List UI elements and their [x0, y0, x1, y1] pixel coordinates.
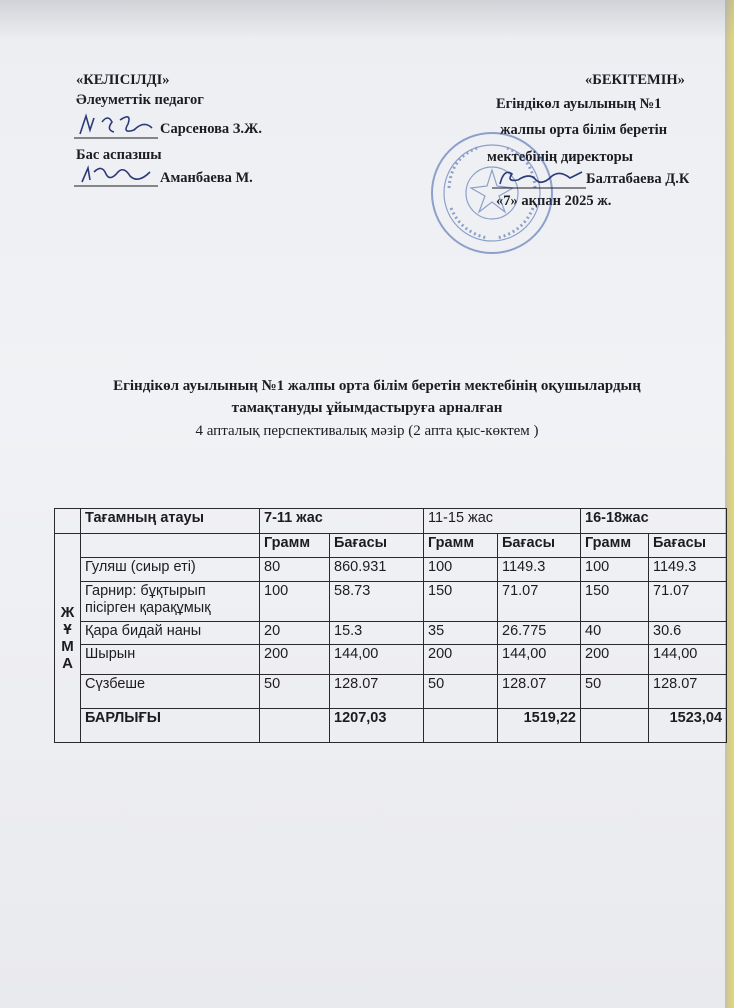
approval-right-line2: жалпы орта білім беретін [500, 122, 668, 138]
total-11-15: 1519,22 [498, 709, 581, 743]
approval-left-role2: Бас аспазшы [76, 147, 162, 163]
gram-value: 150 [424, 582, 498, 622]
gram-value: 35 [424, 622, 498, 645]
paper-edge [725, 0, 734, 1008]
price-value: 144,00 [498, 645, 581, 675]
approval-right-line3: мектебінің директоры [487, 149, 633, 165]
price-value: 128.07 [649, 675, 727, 709]
approval-left-role1: Әлеуметтік педагог [76, 92, 204, 108]
day-label: Ж Ұ М А [60, 604, 75, 672]
approval-left-name2: Аманбаева М. [160, 170, 253, 186]
table-row [55, 582, 727, 622]
food-name: Қара бидай наны [81, 622, 260, 645]
price-value: 71.07 [498, 582, 581, 622]
food-name: Шырын [81, 645, 260, 675]
age-16-18-header: 16-18жас [581, 509, 727, 534]
price-header-3: Бағасы [649, 534, 727, 558]
total-7-11: 1207,03 [330, 709, 424, 743]
table-row [55, 558, 727, 582]
price-value: 860.931 [330, 558, 424, 582]
price-value: 1149.3 [649, 558, 727, 582]
price-value: 1149.3 [498, 558, 581, 582]
page-shadow [0, 0, 734, 40]
gram-value: 40 [581, 622, 649, 645]
gram-header-1: Грамм [260, 534, 330, 558]
price-value: 30.6 [649, 622, 727, 645]
table-row [55, 622, 727, 645]
price-value: 71.07 [649, 582, 727, 622]
approval-left-name1: Сарсенова З.Ж. [160, 121, 263, 137]
approval-right-heading: «БЕКІТЕМІН» [585, 72, 685, 88]
table-header-row [55, 509, 727, 534]
table-row [55, 675, 727, 709]
table-row [55, 645, 727, 675]
gram-value: 100 [581, 558, 649, 582]
table-corner-cell [55, 509, 81, 534]
age-7-11-header: 7-11 жас [260, 509, 424, 534]
approval-right-name: Балтабаева Д.К [586, 171, 690, 187]
total-empty-cell [581, 709, 649, 743]
menu-title-line1: Егіндікөл ауылының №1 жалпы орта білім беретін мектебінің оқушылардың [113, 378, 641, 394]
subheader-empty-cell [81, 534, 260, 558]
price-value: 128.07 [498, 675, 581, 709]
gram-value: 150 [581, 582, 649, 622]
menu-table [54, 508, 727, 743]
gram-value: 50 [260, 675, 330, 709]
total-label: БАРЛЫҒЫ [81, 709, 260, 743]
price-value: 128.07 [330, 675, 424, 709]
gram-value: 20 [260, 622, 330, 645]
signature-director [490, 162, 590, 196]
menu-title-line2: тамақтануды ұйымдастыруға арналған [231, 400, 503, 416]
price-value: 58.73 [330, 582, 424, 622]
table-total-row [55, 709, 727, 743]
table-subheader-row [55, 534, 727, 558]
food-name: Гуляш (сиыр еті) [81, 558, 260, 582]
gram-value: 80 [260, 558, 330, 582]
total-16-18: 1523,04 [649, 709, 727, 743]
total-empty-cell [424, 709, 498, 743]
approval-right-date: «7» ақпан 2025 ж. [496, 193, 612, 209]
signature-head-cook [72, 160, 162, 190]
total-empty-cell [260, 709, 330, 743]
gram-header-3: Грамм [581, 534, 649, 558]
price-header-1: Бағасы [330, 534, 424, 558]
day-label-cell [55, 534, 81, 743]
approval-right-line1: Егіндікөл ауылының №1 [496, 96, 662, 112]
price-header-2: Бағасы [498, 534, 581, 558]
gram-value: 200 [581, 645, 649, 675]
gram-value: 200 [424, 645, 498, 675]
gram-value: 200 [260, 645, 330, 675]
food-name: Гарнир: бұқтырып пісірген қарақұмық [81, 582, 260, 622]
age-11-15-header: 11-15 жас [424, 509, 581, 534]
gram-value: 50 [581, 675, 649, 709]
gram-header-2: Грамм [424, 534, 498, 558]
approval-left-heading: «КЕЛІСІЛДІ» [76, 72, 170, 88]
food-name: Сүзбеше [81, 675, 260, 709]
price-value: 15.3 [330, 622, 424, 645]
gram-value: 100 [260, 582, 330, 622]
price-value: 144,00 [330, 645, 424, 675]
price-value: 144,00 [649, 645, 727, 675]
menu-title-line3: 4 апталық перспективалық мәзір (2 апта қыс-көктем ) [195, 423, 539, 439]
signature-social-pedagogue [72, 108, 162, 142]
gram-value: 100 [424, 558, 498, 582]
food-name-header: Тағамның атауы [81, 509, 260, 534]
gram-value: 50 [424, 675, 498, 709]
price-value: 26.775 [498, 622, 581, 645]
